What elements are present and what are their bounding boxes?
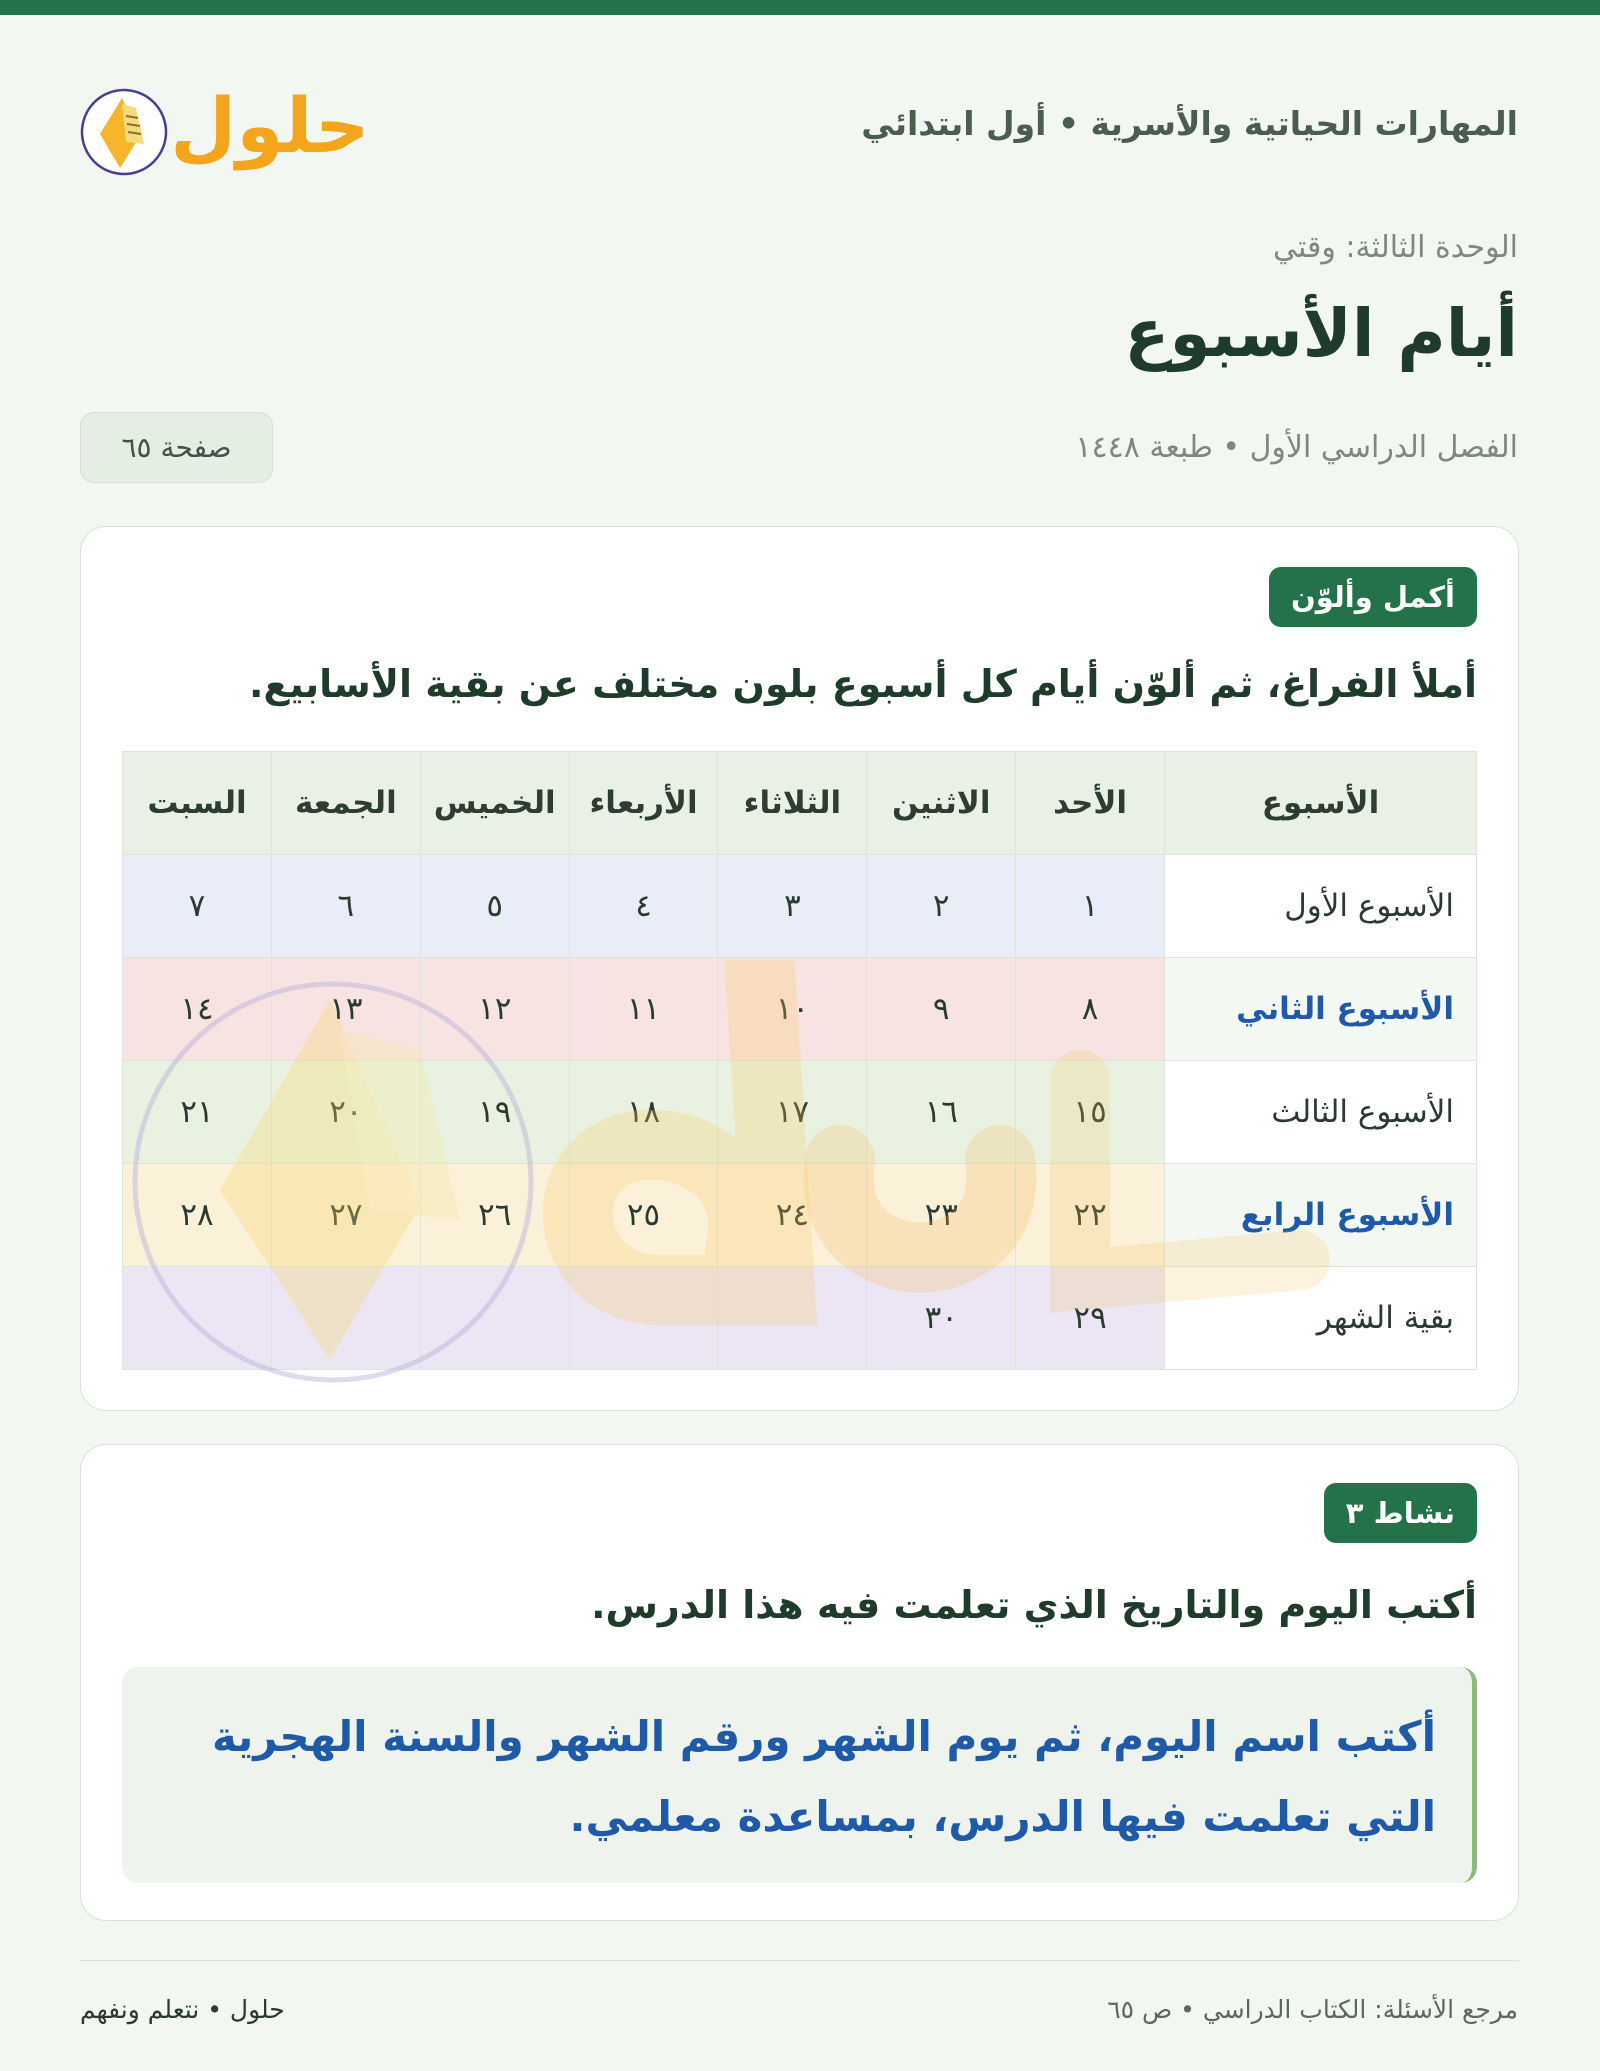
day-cell[interactable]: ١٢ — [420, 958, 569, 1061]
activity-instruction: أملأ الفراغ، ثم ألوّن أيام كل أسبوع بلون مختلف عن بقية الأسابيع. — [248, 662, 1477, 706]
subject-title: المهارات الحياتية والأسرية • أول ابتدائي — [861, 104, 1518, 143]
activity-tag: أكمل وألوّن — [1269, 567, 1477, 627]
header-saturday: السبت — [123, 752, 272, 855]
day-cell[interactable]: ٢١ — [123, 1061, 272, 1164]
day-cell[interactable]: ٨ — [1016, 958, 1165, 1061]
week-label: بقية الشهر — [1165, 1267, 1477, 1370]
day-cell[interactable]: ١٤ — [123, 958, 272, 1061]
header-monday: الاثنين — [867, 752, 1016, 855]
page-title: أيام الأسبوع — [1124, 295, 1518, 372]
table-header-row — [123, 752, 1477, 855]
footer-divider — [80, 1960, 1519, 1961]
term-edition: الفصل الدراسي الأول • طبعة ١٤٤٨ — [1075, 430, 1518, 465]
activity-instruction: أكتب اليوم والتاريخ الذي تعلمت فيه هذا الدرس. — [591, 1583, 1477, 1627]
day-cell[interactable]: ٢٥ — [569, 1164, 718, 1267]
day-cell[interactable] — [718, 1267, 867, 1370]
day-cell[interactable]: ٢٨ — [123, 1164, 272, 1267]
day-cell[interactable]: ٢٩ — [1016, 1267, 1165, 1370]
day-cell[interactable]: ٢٣ — [867, 1164, 1016, 1267]
day-cell[interactable]: ٢٤ — [718, 1164, 867, 1267]
hulul-logo — [78, 64, 378, 184]
header-thursday: الخميس — [420, 752, 569, 855]
day-cell[interactable] — [271, 1267, 420, 1370]
table-row — [123, 855, 1477, 958]
day-cell[interactable]: ١ — [1016, 855, 1165, 958]
page-number-badge: صفحة ٦٥ — [80, 412, 273, 483]
day-cell[interactable]: ١٣ — [271, 958, 420, 1061]
day-cell[interactable]: ٢٢ — [1016, 1164, 1165, 1267]
table-row — [123, 1061, 1477, 1164]
weeks-table — [122, 751, 1477, 1370]
day-cell[interactable]: ١٠ — [718, 958, 867, 1061]
day-cell[interactable]: ٢ — [867, 855, 1016, 958]
activity-card-date — [80, 1444, 1519, 1921]
day-cell[interactable]: ١٨ — [569, 1061, 718, 1164]
footer-reference: مرجع الأسئلة: الكتاب الدراسي • ص ٦٥ — [1107, 1995, 1518, 2024]
top-accent-bar — [0, 0, 1600, 15]
day-cell[interactable]: ٤ — [569, 855, 718, 958]
header-friday: الجمعة — [271, 752, 420, 855]
day-cell[interactable]: ٢٠ — [271, 1061, 420, 1164]
day-cell[interactable]: ١٩ — [420, 1061, 569, 1164]
day-cell[interactable]: ٩ — [867, 958, 1016, 1061]
header-sunday: الأحد — [1016, 752, 1165, 855]
activity-tag: نشاط ٣ — [1324, 1483, 1477, 1543]
day-cell[interactable] — [420, 1267, 569, 1370]
day-cell[interactable]: ١٧ — [718, 1061, 867, 1164]
week-label: الأسبوع الأول — [1165, 855, 1477, 958]
week-label: الأسبوع الثاني — [1165, 958, 1477, 1061]
answer-box: أكتب اسم اليوم، ثم يوم الشهر ورقم الشهر والسنة الهجرية التي تعلمت فيها الدرس، بمساعدة معلمي. — [122, 1667, 1477, 1883]
table-row — [123, 1267, 1477, 1370]
day-cell[interactable]: ٢٦ — [420, 1164, 569, 1267]
day-cell[interactable] — [123, 1267, 272, 1370]
header-wednesday: الأربعاء — [569, 752, 718, 855]
unit-label: الوحدة الثالثة: وقتي — [1273, 230, 1518, 265]
activity-card-calendar — [80, 526, 1519, 1411]
day-cell[interactable]: ١٦ — [867, 1061, 1016, 1164]
day-cell[interactable]: ٦ — [271, 855, 420, 958]
day-cell[interactable]: ٥ — [420, 855, 569, 958]
day-cell[interactable]: ٧ — [123, 855, 272, 958]
footer-slogan: حلول • نتعلم ونفهم — [80, 1995, 285, 2024]
day-cell[interactable] — [569, 1267, 718, 1370]
day-cell[interactable]: ٣ — [718, 855, 867, 958]
day-cell[interactable]: ١١ — [569, 958, 718, 1061]
header-tuesday: الثلاثاء — [718, 752, 867, 855]
week-label: الأسبوع الرابع — [1165, 1164, 1477, 1267]
table-row — [123, 1164, 1477, 1267]
table-row — [123, 958, 1477, 1061]
week-label: الأسبوع الثالث — [1165, 1061, 1477, 1164]
day-cell[interactable]: ٢٧ — [271, 1164, 420, 1267]
day-cell[interactable]: ٣٠ — [867, 1267, 1016, 1370]
header-week: الأسبوع — [1165, 752, 1477, 855]
svg-text:حلول: حلول — [170, 81, 370, 170]
day-cell[interactable]: ١٥ — [1016, 1061, 1165, 1164]
